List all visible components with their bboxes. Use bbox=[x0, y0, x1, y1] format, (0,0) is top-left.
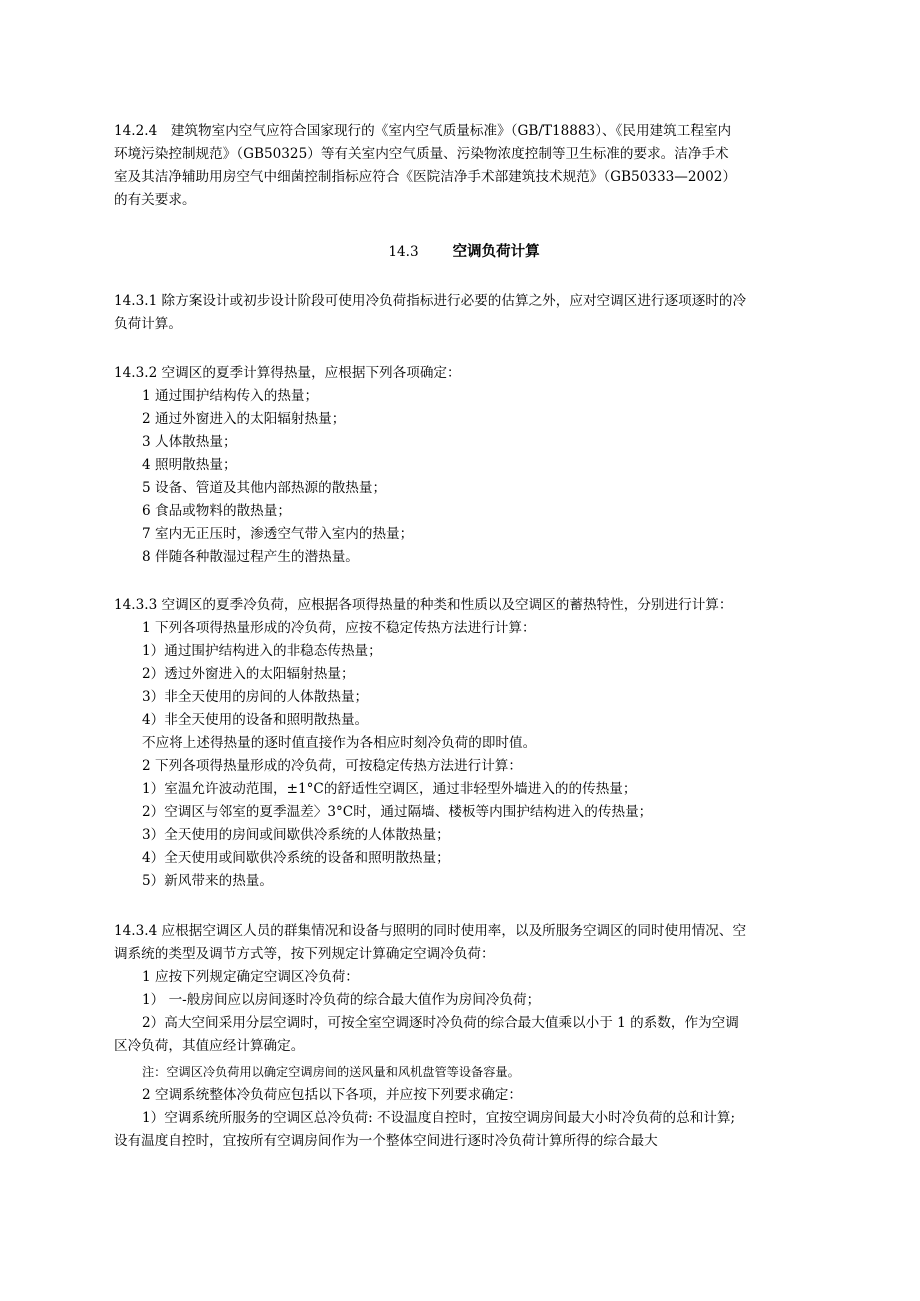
clause-line: 的有关要求。 bbox=[114, 192, 196, 208]
list-item: 3 人体散热量； bbox=[142, 434, 237, 450]
list-item: 4）非全天使用的设备和照明散热量。 bbox=[142, 712, 369, 728]
list-item: 2）高大空间采用分层空调时，可按全室空调逐时冷负荷的综合最大值乘以小于 1 的系数，作为空调 bbox=[142, 1015, 739, 1031]
list-item: 7 室内无正压时，渗透空气带入室内的热量； bbox=[142, 526, 414, 542]
list-item: 不应将上述得热量的逐时值直接作为各相应时刻冷负荷的即时值。 bbox=[142, 735, 537, 751]
clause-line: 14.2.4 建筑物室内空气应符合国家现行的《室内空气质量标准》（GB/T18883）、《民用建筑工程室内 bbox=[114, 123, 732, 139]
clause-head: 14.3.4 应根据空调区人员的群集情况和设备与照明的同时使用率，以及所服务空调区的同时使用情况、空 bbox=[114, 923, 747, 939]
clause-head: 14.3.2 空调区的夏季计算得热量，应根据下列各项确定： bbox=[114, 365, 461, 381]
list-item: 2）空调区与邻室的夏季温差〉3°C时，通过隔墙、楼板等内围护结构进入的传热量； bbox=[142, 804, 653, 820]
list-item: 2 下列各项得热量形成的冷负荷，可按稳定传热方法进行计算： bbox=[142, 758, 522, 774]
section-heading bbox=[114, 241, 814, 264]
clause-14-2-4 bbox=[114, 120, 814, 212]
list-item: 1）室温允许波动范围，±1°C的舒适性空调区，通过非轻型外墙进入的的传热量； bbox=[142, 781, 637, 797]
list-item: 5）新风带来的热量。 bbox=[142, 873, 273, 889]
list-item: 1 应按下列规定确定空调区冷负荷： bbox=[142, 969, 359, 985]
section-number: 14.3 bbox=[388, 244, 419, 260]
section-title: 空调负荷计算 bbox=[452, 244, 540, 260]
clause-line: 负荷计算。 bbox=[114, 316, 182, 332]
list-item: 8 伴随各种散湿过程产生的潜热量。 bbox=[142, 549, 359, 565]
list-item: 3）非全天使用的房间的人体散热量； bbox=[142, 689, 369, 705]
list-item: 3）全天使用的房间或间歇供冷系统的人体散热量； bbox=[142, 827, 450, 843]
clause-14-3-1 bbox=[114, 290, 814, 336]
list-item-continued: 设有温度自控时，宜按所有空调房间作为一个整体空间进行逐时冷负荷计算所得的综合最大 bbox=[114, 1133, 658, 1149]
list-item: 1）通过围护结构进入的非稳态传热量； bbox=[142, 643, 382, 659]
clause-line: 室及其洁净辅助用房空气中细菌控制指标应符合《医院洁净手术部建筑技术规范》（GB50333—2002） bbox=[114, 169, 737, 185]
list-item: 2）透过外窗进入的太阳辐射热量； bbox=[142, 666, 355, 682]
list-item: 1 下列各项得热量形成的冷负荷，应按不稳定传热方法进行计算： bbox=[142, 620, 536, 636]
clause-14-3-3 bbox=[114, 594, 814, 893]
list-item: 4）全天使用或间歇供冷系统的设备和照明散热量； bbox=[142, 850, 450, 866]
clause-line: 14.3.1 除方案设计或初步设计阶段可使用冷负荷指标进行必要的估算之外，应对空调区进行逐项逐时的冷 bbox=[114, 293, 747, 309]
list-item: 1）空调系统所服务的空调区总冷负荷: 不设温度自控时，宜按空调房间最大小时冷负荷的总和计算; bbox=[142, 1110, 736, 1126]
list-item: 2 空调系统整体冷负荷应包括以下各项，并应按下列要求确定： bbox=[142, 1087, 522, 1103]
list-item: 5 设备、管道及其他内部热源的散热量； bbox=[142, 480, 387, 496]
clause-14-3-4 bbox=[114, 920, 814, 1153]
list-item: 6 食品或物料的散热量； bbox=[142, 503, 291, 519]
clause-head: 调系统的类型及调节方式等，按下列规定计算确定空调冷负荷： bbox=[114, 946, 495, 962]
clause-head: 14.3.3 空调区的夏季冷负荷，应根据各项得热量的种类和性质以及空调区的蓄热特性，分别进行计算： bbox=[114, 597, 733, 613]
list-item-continued: 区冷负荷，其值应经计算确定。 bbox=[114, 1038, 305, 1054]
clause-line: 环境污染控制规范》（GB50325）等有关室内空气质量、污染物浓度控制等卫生标准的要求。洁净手术 bbox=[114, 146, 729, 162]
list-item: 1） 一-般房间应以房间逐时冷负荷的综合最大值作为房间冷负荷； bbox=[142, 992, 541, 1008]
list-item: 2 通过外窗进入的太阳辐射热量； bbox=[142, 411, 346, 427]
list-item: 4 照明散热量； bbox=[142, 457, 237, 473]
clause-14-3-2 bbox=[114, 362, 814, 569]
note: 注：空调区冷负荷用以确定空调房间的送风量和风机盘管等设备容量。 bbox=[142, 1065, 520, 1079]
list-item: 1 通过围护结构传入的热量； bbox=[142, 388, 319, 404]
